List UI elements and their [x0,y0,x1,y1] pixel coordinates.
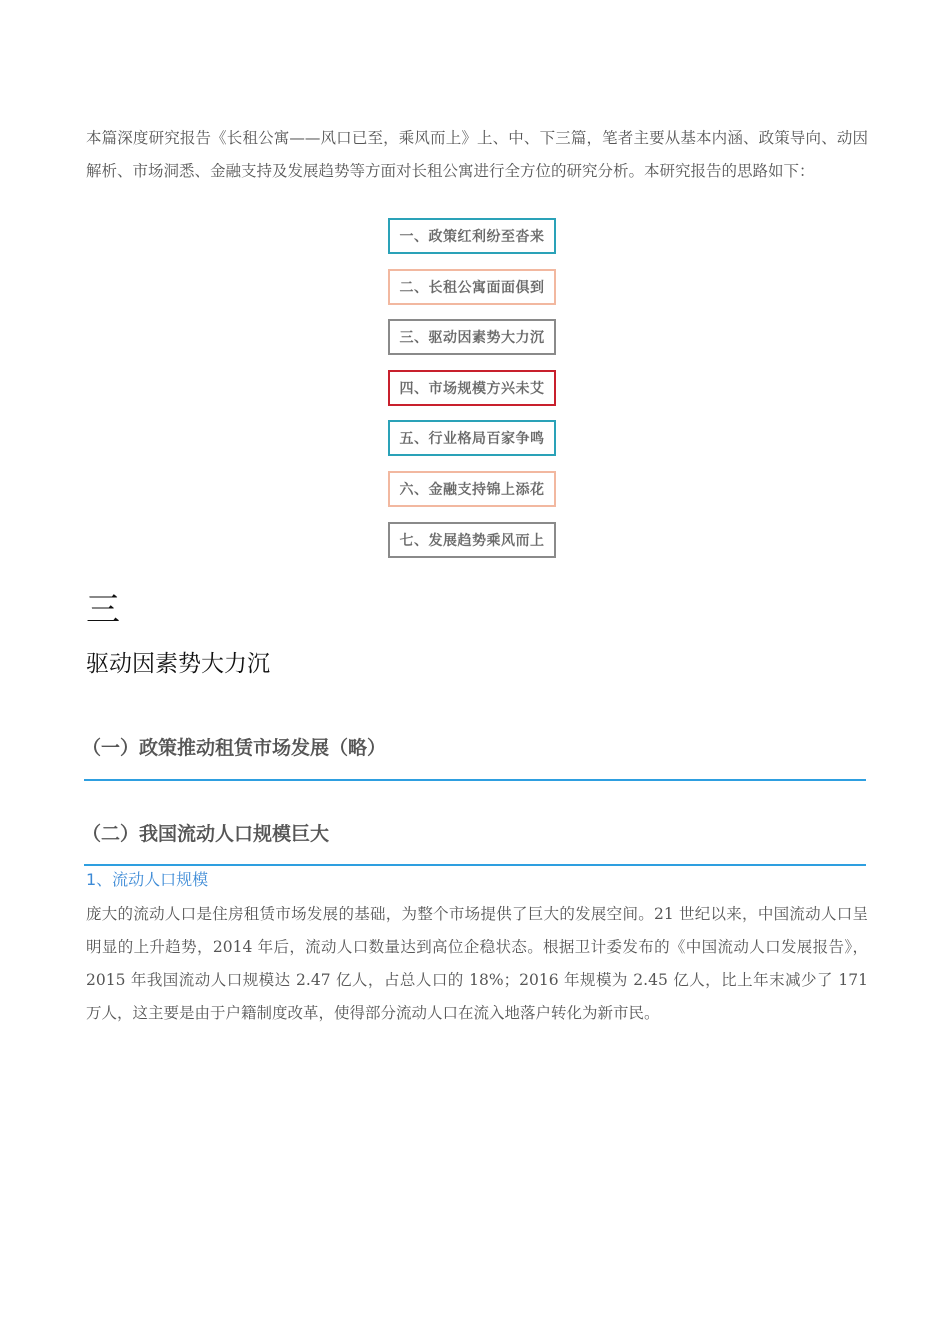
subsection-heading-2: （二）我国流动人口规模巨大 [82,823,330,845]
outline-item-6: 六、金融支持锦上添花 [388,471,556,507]
outline-item-3: 三、驱动因素势大力沉 [388,319,556,355]
outline-item-4: 四、市场规模方兴未艾 [388,370,556,406]
outline-item-2: 二、长租公寓面面俱到 [388,269,556,305]
intro-paragraph: 本篇深度研究报告《长租公寓——风口已至，乘风而上》上、中、下三篇，笔者主要从基本内涵、政策导向、动因解析、市场洞悉、金融支持及发展趋势等方面对长租公寓进行全方位的研究分析。本研究报告的思路如下： [86,129,868,180]
section-title: 驱动因素势大力沉 [86,651,270,677]
outline-item-5: 五、行业格局百家争鸣 [388,420,556,456]
section-number: 三 [86,590,120,630]
subsection-heading-1: （一）政策推动租赁市场发展（略） [82,737,387,759]
outline-item-7: 七、发展趋势乘风而上 [388,522,556,558]
divider-rule-1 [84,779,866,781]
outline-item-1: 一、政策红利纷至沓来 [388,218,556,254]
body-paragraph: 庞大的流动人口是住房租赁市场发展的基础，为整个市场提供了巨大的发展空间。21 世纪以来，中国流动人口呈明显的上升趋势，2014 年后，流动人口数量达到高位企稳状态。根据卫计委发布的《中国流动人口发展报告》，2015 年我国流动人口规模达 2.47 亿人，占总人口的 18%；2016 年规模为 2.45 亿人，比上年末减少了 171 万人，这主要是由于户籍制度改革，使得部分流动人口在流入地落户转化为新市民。 [86,905,868,1022]
minor-heading: 1、流动人口规模 [86,870,209,889]
